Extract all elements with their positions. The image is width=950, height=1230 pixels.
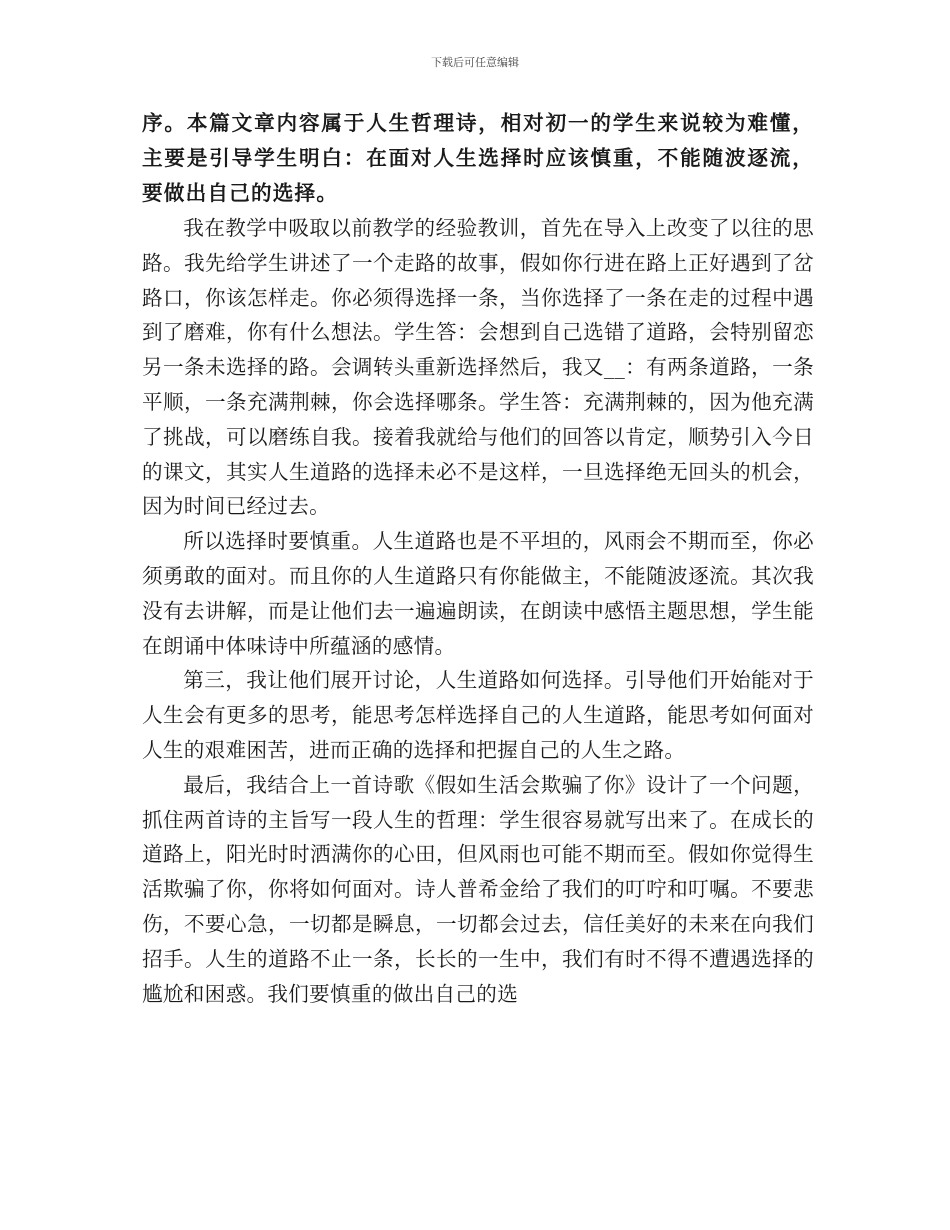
document-body bbox=[142, 106, 814, 1011]
page-header: 下载后可任意编辑 bbox=[431, 56, 519, 69]
paragraph-discussion: 第三，我让他们展开讨论，人生道路如何选择。引导他们开始能对于人生会有更多的思考，能思考怎样选择自己的人生道路，能思考如何面对人生的艰难困苦，进而正确的选择和把握自己的人生之路。 bbox=[142, 668, 814, 762]
paragraph-summary: 序。本篇文章内容属于人生哲理诗，相对初一的学生来说较为难懂，主要是引导学生明白：在面对人生选择时应该慎重，不能随波逐流，要做出自己的选择。 bbox=[142, 111, 814, 205]
paragraph-conclusion: 最后，我结合上一首诗歌《假如生活会欺骗了你》设计了一个问题，抓住两首诗的主旨写一段人生的哲理：学生很容易就写出来了。在成长的道路上，阳光时时洒满你的心田，但风雨也可能不期而至。假如你觉得生活欺骗了你，你将如何面对。诗人普希金给了我们的叮咛和叮嘱。不要悲伤，不要心急，一切都是瞬息，一切都会过去，信任美好的未来在向我们招手。人生的道路不止一条，长长的一生中，我们有时不得不遭遇选择的尴尬和困惑。我们要慎重的做出自己的选 bbox=[142, 772, 814, 1006]
paragraph-lesson-intro: 我在教学中吸取以前教学的经验教训，首先在导入上改变了以往的思路。我先给学生讲述了一个走路的故事，假如你行进在路上正好遇到了岔路口，你该怎样走。你必须得选择一条，当你选择了一条在走的过程中遇到了磨难，你有什么想法。学生答：会想到自己选错了道路，会特别留恋另一条未选择的路。会调转头重新选择然后，我又__：有两条道路，一条平顺，一条充满荆棘，你会选择哪条。学生答：充满荆棘的，因为他充满了挑战，可以磨练自我。接着我就给与他们的回答以肯定，顺势引入今日的课文，其实人生道路的选择未必不是这样，一旦选择绝无回头的机会，因为时间已经过去。 bbox=[142, 216, 814, 519]
paragraph-careful-choice: 所以选择时要慎重。人生道路也是不平坦的，风雨会不期而至，你必须勇敢的面对。而且你的人生道路只有你能做主，不能随波逐流。其次我没有去讲解，而是让他们去一遍遍朗读，在朗读中感悟主题思想，学生能在朗诵中体味诗中所蕴涵的感情。 bbox=[142, 529, 814, 658]
